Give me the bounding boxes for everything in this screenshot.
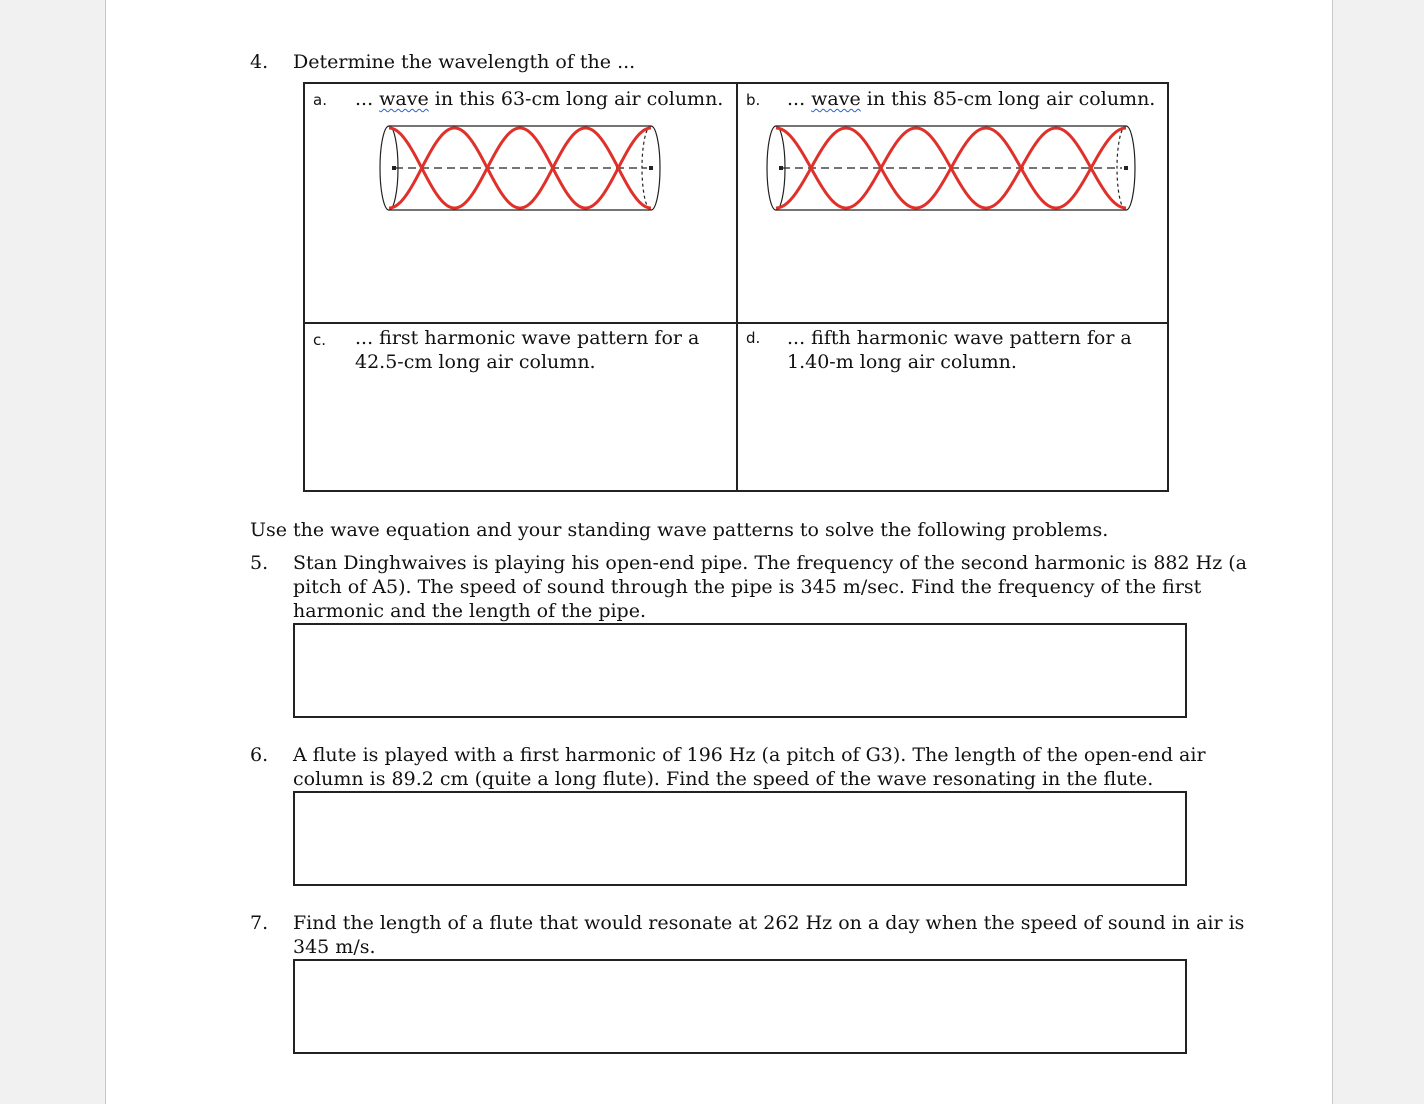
question-5-line3: harmonic and the length of the pipe. — [293, 600, 647, 622]
question-5-line1: Stan Dinghwaives is playing his open-end pipe. The frequency of the second harmonic is 882 Hz (a — [293, 552, 1247, 574]
question-6-line2: column is 89.2 cm (quite a long flute). Find the speed of the wave resonating in the flute. — [293, 768, 1154, 790]
cell-c-line1: ... first harmonic wave pattern for a — [355, 327, 700, 349]
question-5-answer-box[interactable] — [293, 623, 1187, 718]
cell-d-label: d. — [746, 329, 761, 347]
question-7-answer-box[interactable] — [293, 959, 1187, 1054]
cell-b-text — [787, 87, 1155, 111]
question-4-answer-grid — [303, 82, 1169, 492]
cell-c-label: c. — [313, 331, 327, 349]
cell-d-line1: ... fifth harmonic wave pattern for a — [787, 327, 1132, 349]
question-4-prompt: Determine the wavelength of the ... — [293, 51, 636, 73]
question-6-answer-box[interactable] — [293, 791, 1187, 886]
cell-a-spellcheck-word: wave — [379, 88, 429, 110]
cell-d-line2: 1.40-m long air column. — [787, 351, 1017, 373]
cell-c-line2: 42.5-cm long air column. — [355, 351, 596, 373]
air-column-standing-wave-icon — [375, 120, 675, 218]
question-4-number: 4. — [250, 51, 269, 73]
cell-b-spellcheck-word: wave — [811, 88, 861, 110]
question-6-number: 6. — [250, 744, 269, 766]
instruction-text: Use the wave equation and your standing wave patterns to solve the following problems. — [250, 519, 1109, 541]
cell-a-rest: in this 63-cm long air column. — [428, 88, 724, 110]
cell-a-prefix: ... — [355, 88, 380, 110]
grid-divider-horizontal — [305, 322, 1167, 324]
question-7-line2: 345 m/s. — [293, 936, 376, 958]
question-6-line1: A flute is played with a first harmonic of 196 Hz (a pitch of G3). The length of the open-end air — [293, 744, 1206, 766]
cell-b-rest: in this 85-cm long air column. — [860, 88, 1156, 110]
cell-a-label: a. — [313, 91, 327, 109]
cell-a-text — [355, 87, 723, 111]
cell-b-prefix: ... — [787, 88, 812, 110]
cell-b-label: b. — [746, 91, 761, 109]
air-column-standing-wave-icon — [762, 120, 1148, 218]
question-5-line2: pitch of A5). The speed of sound through the pipe is 345 m/sec. Find the frequency of the first — [293, 576, 1202, 598]
question-5-number: 5. — [250, 552, 269, 574]
grid-divider-vertical — [736, 84, 738, 490]
question-7-line1: Find the length of a flute that would resonate at 262 Hz on a day when the speed of sound in air is — [293, 912, 1245, 934]
question-7-number: 7. — [250, 912, 269, 934]
